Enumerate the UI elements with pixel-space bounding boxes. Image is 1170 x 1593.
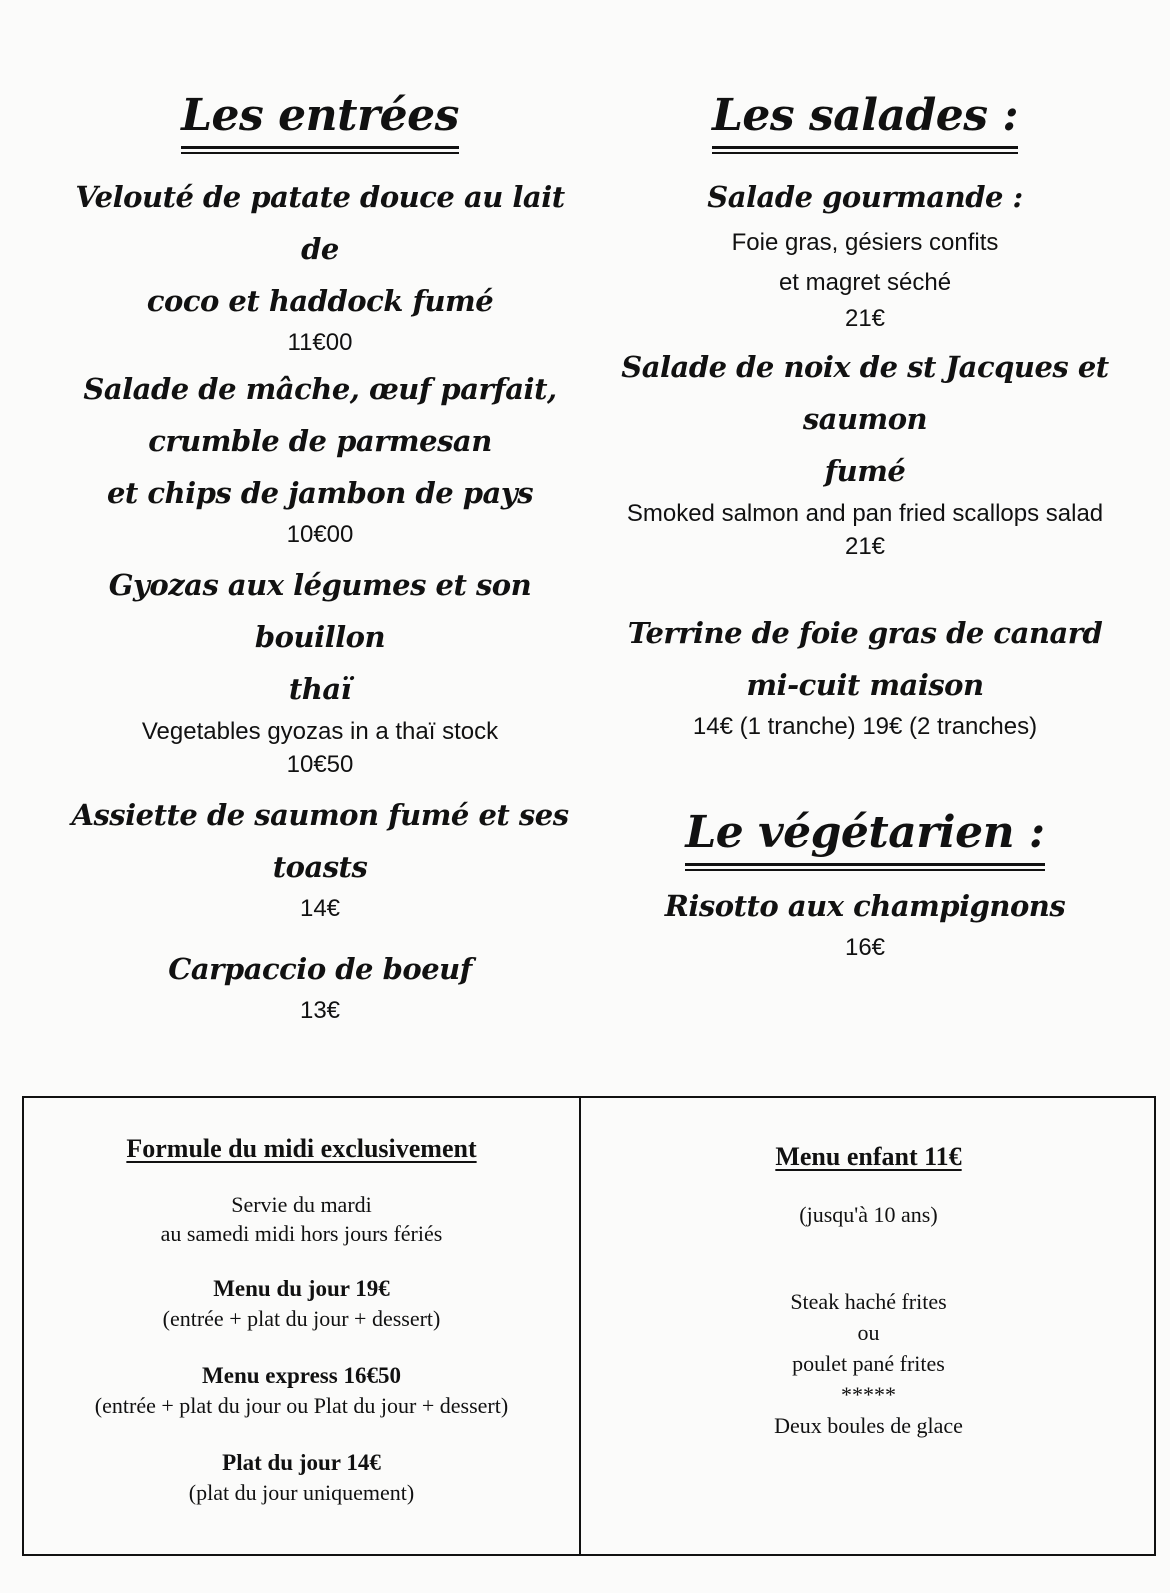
formule-option-detail: (entrée + plat du jour + dessert) [162, 1306, 441, 1331]
menu-enfant-separator: ***** [841, 1382, 896, 1407]
dish-translation: Smoked salmon and pan fried scallops salad [626, 500, 1104, 527]
menu-enfant-line: Deux boules de glace [774, 1413, 963, 1438]
menu-item [585, 880, 1145, 964]
dish-price: 21€ [844, 305, 886, 332]
menu-item [585, 607, 1145, 743]
dish-price: 14€ [299, 895, 341, 922]
dish-price: 11€00 [287, 329, 353, 356]
dish-name: Assiette de saumon fumé et ses toasts [71, 798, 569, 884]
menu-enfant-age: (jusqu'à 10 ans) [799, 1202, 938, 1227]
dish-price: 14€ (1 tranche) 19€ (2 tranches) [692, 713, 1038, 740]
formule-option-label: Plat du jour 14€ [222, 1450, 381, 1475]
formule-option-label: Menu du jour 19€ [213, 1276, 390, 1301]
entrees-section [70, 88, 570, 1027]
menu-item [70, 943, 570, 1027]
menu-enfant-line: poulet pané frites [792, 1351, 945, 1376]
formula-box [22, 1096, 1156, 1556]
dish-price: 10€50 [286, 751, 354, 778]
dish-name: Risotto aux champignons [664, 889, 1066, 923]
menu-enfant-title: Menu enfant 11€ [775, 1142, 962, 1171]
dish-price: 13€ [299, 997, 341, 1024]
formule-option-detail: (plat du jour uniquement) [188, 1480, 415, 1505]
menu-enfant-line: Steak haché frites [790, 1289, 947, 1314]
dish-name: fumé [824, 454, 906, 488]
dish-description: Foie gras, gésiers confits [731, 229, 999, 256]
menu-item [70, 171, 570, 359]
menu-enfant-line: ou [857, 1320, 880, 1345]
menu-item [70, 363, 570, 551]
dish-name: Salade gourmande : [707, 180, 1023, 214]
formule-served-text: Servie du mardi [231, 1192, 372, 1217]
formule-option-detail: (entrée + plat du jour ou Plat du jour + dessert) [94, 1393, 509, 1418]
formule-midi-title: Formule du midi exclusivement [126, 1134, 477, 1163]
dish-name: crumble de parmesan [148, 424, 492, 458]
menu-enfant-panel [581, 1098, 1156, 1440]
salades-heading: Les salades : [712, 88, 1018, 149]
dish-name: thaï [288, 672, 352, 706]
entrees-heading: Les entrées [181, 88, 459, 149]
dish-name: coco et haddock fumé [146, 284, 494, 318]
vegetarien-heading: Le végétarien : [685, 805, 1044, 866]
menu-item [585, 171, 1145, 335]
menu-item [70, 559, 570, 781]
formule-midi-panel [24, 1098, 579, 1507]
dish-name: Salade de noix de st Jacques et saumon [621, 350, 1109, 436]
dish-price: 16€ [844, 934, 886, 961]
dish-price: 21€ [844, 533, 886, 560]
salades-section [585, 88, 1145, 964]
dish-price: 10€00 [286, 521, 354, 548]
dish-translation: Vegetables gyozas in a thaï stock [141, 718, 499, 745]
dish-name: mi-cuit maison [746, 668, 984, 702]
dish-name: Velouté de patate douce au lait de [75, 180, 565, 266]
dish-name: Gyozas aux légumes et son bouillon [108, 568, 532, 654]
vegetarien-section [585, 805, 1145, 964]
formule-option-label: Menu express 16€50 [202, 1363, 401, 1388]
dish-name: Carpaccio de boeuf [168, 952, 472, 986]
menu-item [585, 341, 1145, 563]
dish-name: et chips de jambon de pays [106, 476, 534, 510]
dish-name: Terrine de foie gras de canard [627, 616, 1103, 650]
dish-description: et magret séché [778, 269, 952, 296]
dish-name: Salade de mâche, œuf parfait, [83, 372, 557, 406]
menu-item [70, 789, 570, 925]
formule-served-text: au samedi midi hors jours fériés [160, 1221, 443, 1246]
